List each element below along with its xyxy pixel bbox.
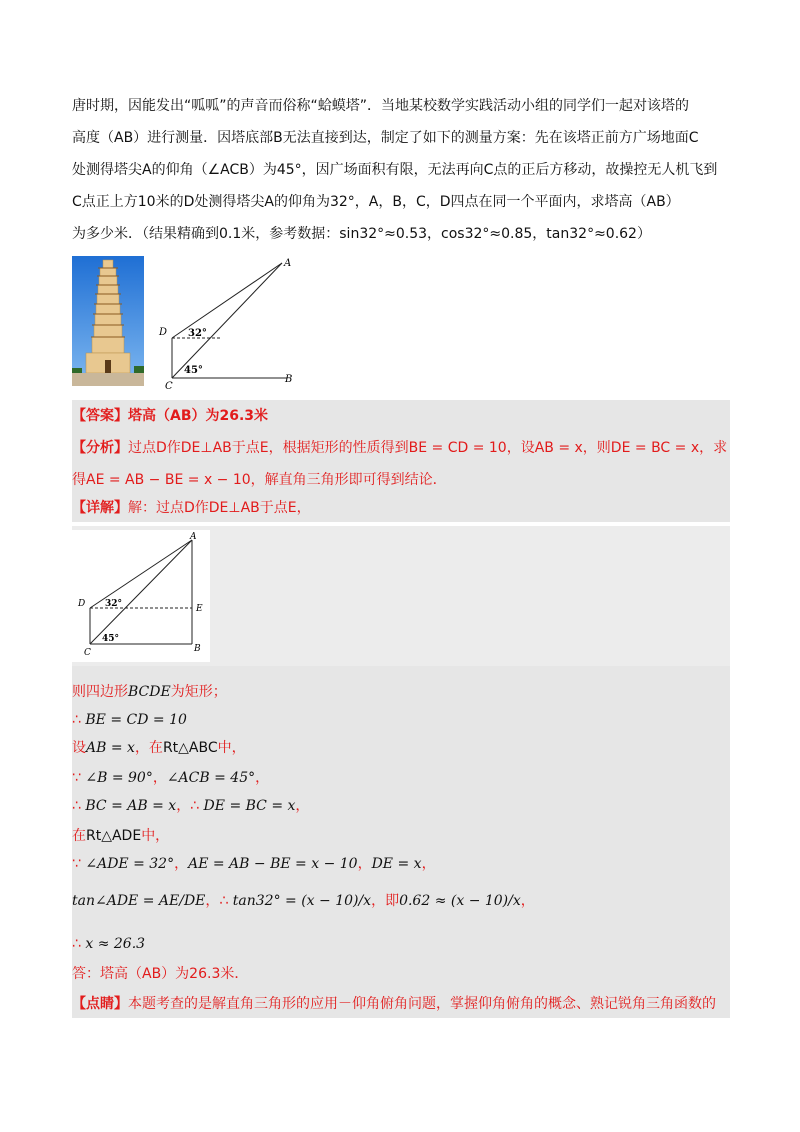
diagram-1 bbox=[152, 252, 302, 392]
label-c2: C bbox=[84, 648, 91, 658]
pagoda-photo bbox=[72, 256, 144, 386]
diagram-2 bbox=[72, 530, 210, 662]
label-b2: B bbox=[194, 644, 201, 654]
detail-line: 【详解】解：过点D作DE⊥AB于点E， bbox=[72, 500, 311, 516]
step-1: 则四边形BCDE为矩形； bbox=[72, 684, 227, 700]
comment-line: 【点睛】本题考查的是解直角三角形的应用－仰角俯角问题，掌握仰角俯角的概念、熟记锐角三角函数的 bbox=[72, 996, 716, 1012]
label-a2: A bbox=[190, 532, 197, 542]
problem-line-4: C点正上方10米的D处测得塔尖A的仰角为32°，A，B，C，D四点在同一个平面内，求塔高（AB） bbox=[72, 194, 680, 210]
step-8: tan∠ADE = AE/DE，∴ tan32° = (x − 10)/x，即0.62 ≈ (x − 10)/x， bbox=[72, 893, 535, 909]
problem-line-1: 唐时期，因能发出“呱呱”的声音而俗称“蛤蟆塔”．当地某校数学实践活动小组的同学们一起对该塔的 bbox=[72, 98, 690, 114]
problem-line-3: 处测得塔尖A的仰角（∠ACB）为45°，因广场面积有限，无法再向C点的正后方移动，故操控无人机飞到 bbox=[72, 162, 718, 178]
label-e2: E bbox=[196, 604, 203, 614]
angle-45: 45° bbox=[184, 365, 203, 376]
angle-32: 32° bbox=[188, 328, 207, 339]
step-6: 在Rt△ADE中， bbox=[72, 828, 170, 844]
step-9: ∴ x ≈ 26.3 bbox=[72, 936, 146, 952]
step-3: 设AB = x，在Rt△ABC中， bbox=[72, 740, 246, 756]
conclusion-line: 答：塔高（AB）为26.3米． bbox=[72, 966, 249, 982]
angle-32-2: 32° bbox=[105, 599, 123, 609]
analysis-line-1: 【分析】过点D作DE⊥AB于点E，根据矩形的性质得到BE = CD = 10，设AB = x，则DE = BC = x，求 bbox=[72, 440, 728, 456]
label-b: B bbox=[285, 374, 293, 385]
label-d2: D bbox=[78, 599, 86, 609]
answer-line: 【答案】塔高（AB）为26.3米 bbox=[72, 408, 269, 424]
problem-line-2: 高度（AB）进行测量．因塔底部B无法直接到达，制定了如下的测量方案：先在该塔正前方广场地面C bbox=[72, 130, 699, 146]
label-a: A bbox=[284, 258, 292, 269]
label-c: C bbox=[165, 381, 173, 392]
angle-45-2: 45° bbox=[102, 634, 120, 644]
step-5: ∴ BC = AB = x，∴ DE = BC = x， bbox=[72, 798, 310, 814]
step-2: ∴ BE = CD = 10 bbox=[72, 712, 187, 728]
step-7: ∵ ∠ADE = 32°，AE = AB − BE = x − 10，DE = x， bbox=[72, 856, 436, 872]
label-d: D bbox=[159, 327, 168, 338]
problem-line-5: 为多少米．（结果精确到0.1米，参考数据：sin32°≈0.53，cos32°≈0.85，tan32°≈0.62） bbox=[72, 226, 651, 242]
step-4: ∵ ∠B = 90°，∠ACB = 45°， bbox=[72, 770, 270, 786]
analysis-line-2: 得AE = AB − BE = x − 10，解直角三角形即可得到结论． bbox=[72, 472, 447, 488]
